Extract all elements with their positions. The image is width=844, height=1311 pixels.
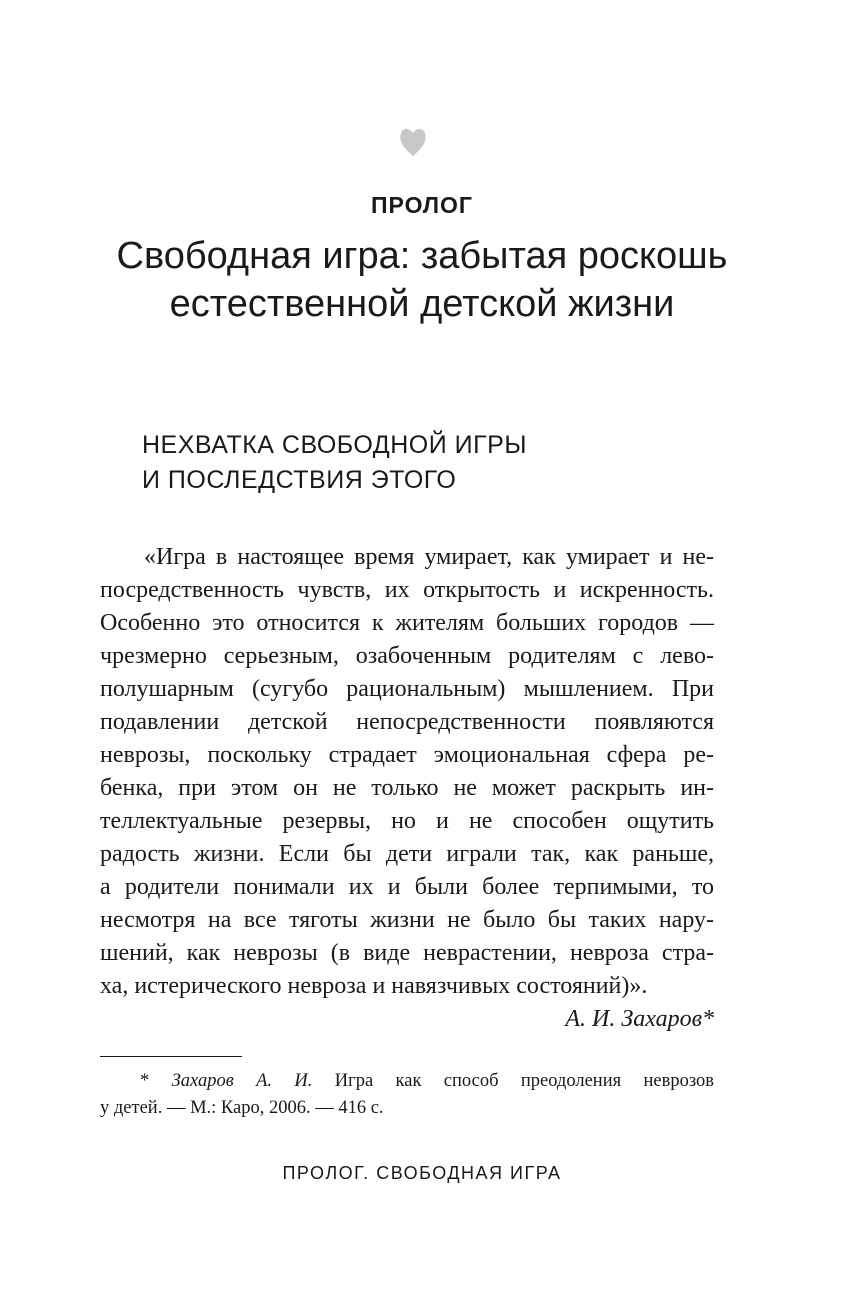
chapter-title-line: Свободная игра: забытая роскошь	[116, 235, 728, 277]
quote-body	[100, 541, 714, 1003]
quote-line: бенка, при этом он не только не может раскрыть ин-	[100, 775, 714, 801]
chapter-kicker: ПРОЛОГ	[371, 192, 473, 218]
quote-line: Особенно это относится к жителям больших городов —	[100, 610, 714, 636]
quote-line: чрезмерно серьезным, озабоченным родителям с лево-	[100, 643, 714, 669]
footnote-marker: *	[140, 1071, 150, 1091]
quote-line: неврозы, поскольку страдает эмоциональная сфера ре-	[100, 742, 714, 768]
quote-line: посредственность чувств, их открытость и искренность.	[100, 577, 714, 603]
footnote-line	[100, 1068, 714, 1095]
running-footer: ПРОЛОГ. СВОБОДНАЯ ИГРА	[282, 1163, 562, 1183]
footnote	[100, 1068, 714, 1122]
footnote-line: у детей. — М.: Каро, 2006. — 416 с.	[100, 1098, 384, 1118]
section-heading-line: НЕХВАТКА СВОБОДНОЙ ИГРЫ	[142, 431, 527, 459]
quote-line: подавлении детской непосредственности появляются	[100, 709, 714, 735]
chapter-title	[0, 232, 844, 328]
chapter-title-line: естественной детской жизни	[169, 283, 675, 325]
quote-line: ха, истерического невроза и навязчивых состояний)».	[100, 973, 648, 999]
epigraph-quote	[100, 541, 714, 1036]
quote-line: несмотря на все тяготы жизни не было бы таких нару-	[100, 907, 714, 933]
footnote-divider	[100, 1056, 242, 1057]
quote-line: радость жизни. Если бы дети играли так, как раньше,	[100, 841, 714, 867]
quote-line: «Игра в настоящее время умирает, как умирает и не-	[144, 544, 714, 570]
section-heading	[142, 428, 527, 498]
quote-line: полушарным (сугубо рациональным) мышлением. При	[100, 676, 714, 702]
quote-line: теллектуальные резервы, но и не способен ощутить	[100, 808, 714, 834]
footnote-author: Захаров А. И.	[171, 1071, 313, 1091]
footnote-text: Игра как способ преодоления неврозов	[334, 1071, 714, 1091]
quote-line: шений, как неврозы (в виде неврастении, невроза стра-	[100, 940, 714, 966]
quote-line: а родители понимали их и были более терпимыми, то	[100, 874, 714, 900]
quote-author: А. И. Захаров*	[565, 1006, 714, 1032]
heart-icon	[396, 124, 430, 158]
section-heading-line: И ПОСЛЕДСТВИЯ ЭТОГО	[142, 466, 457, 494]
